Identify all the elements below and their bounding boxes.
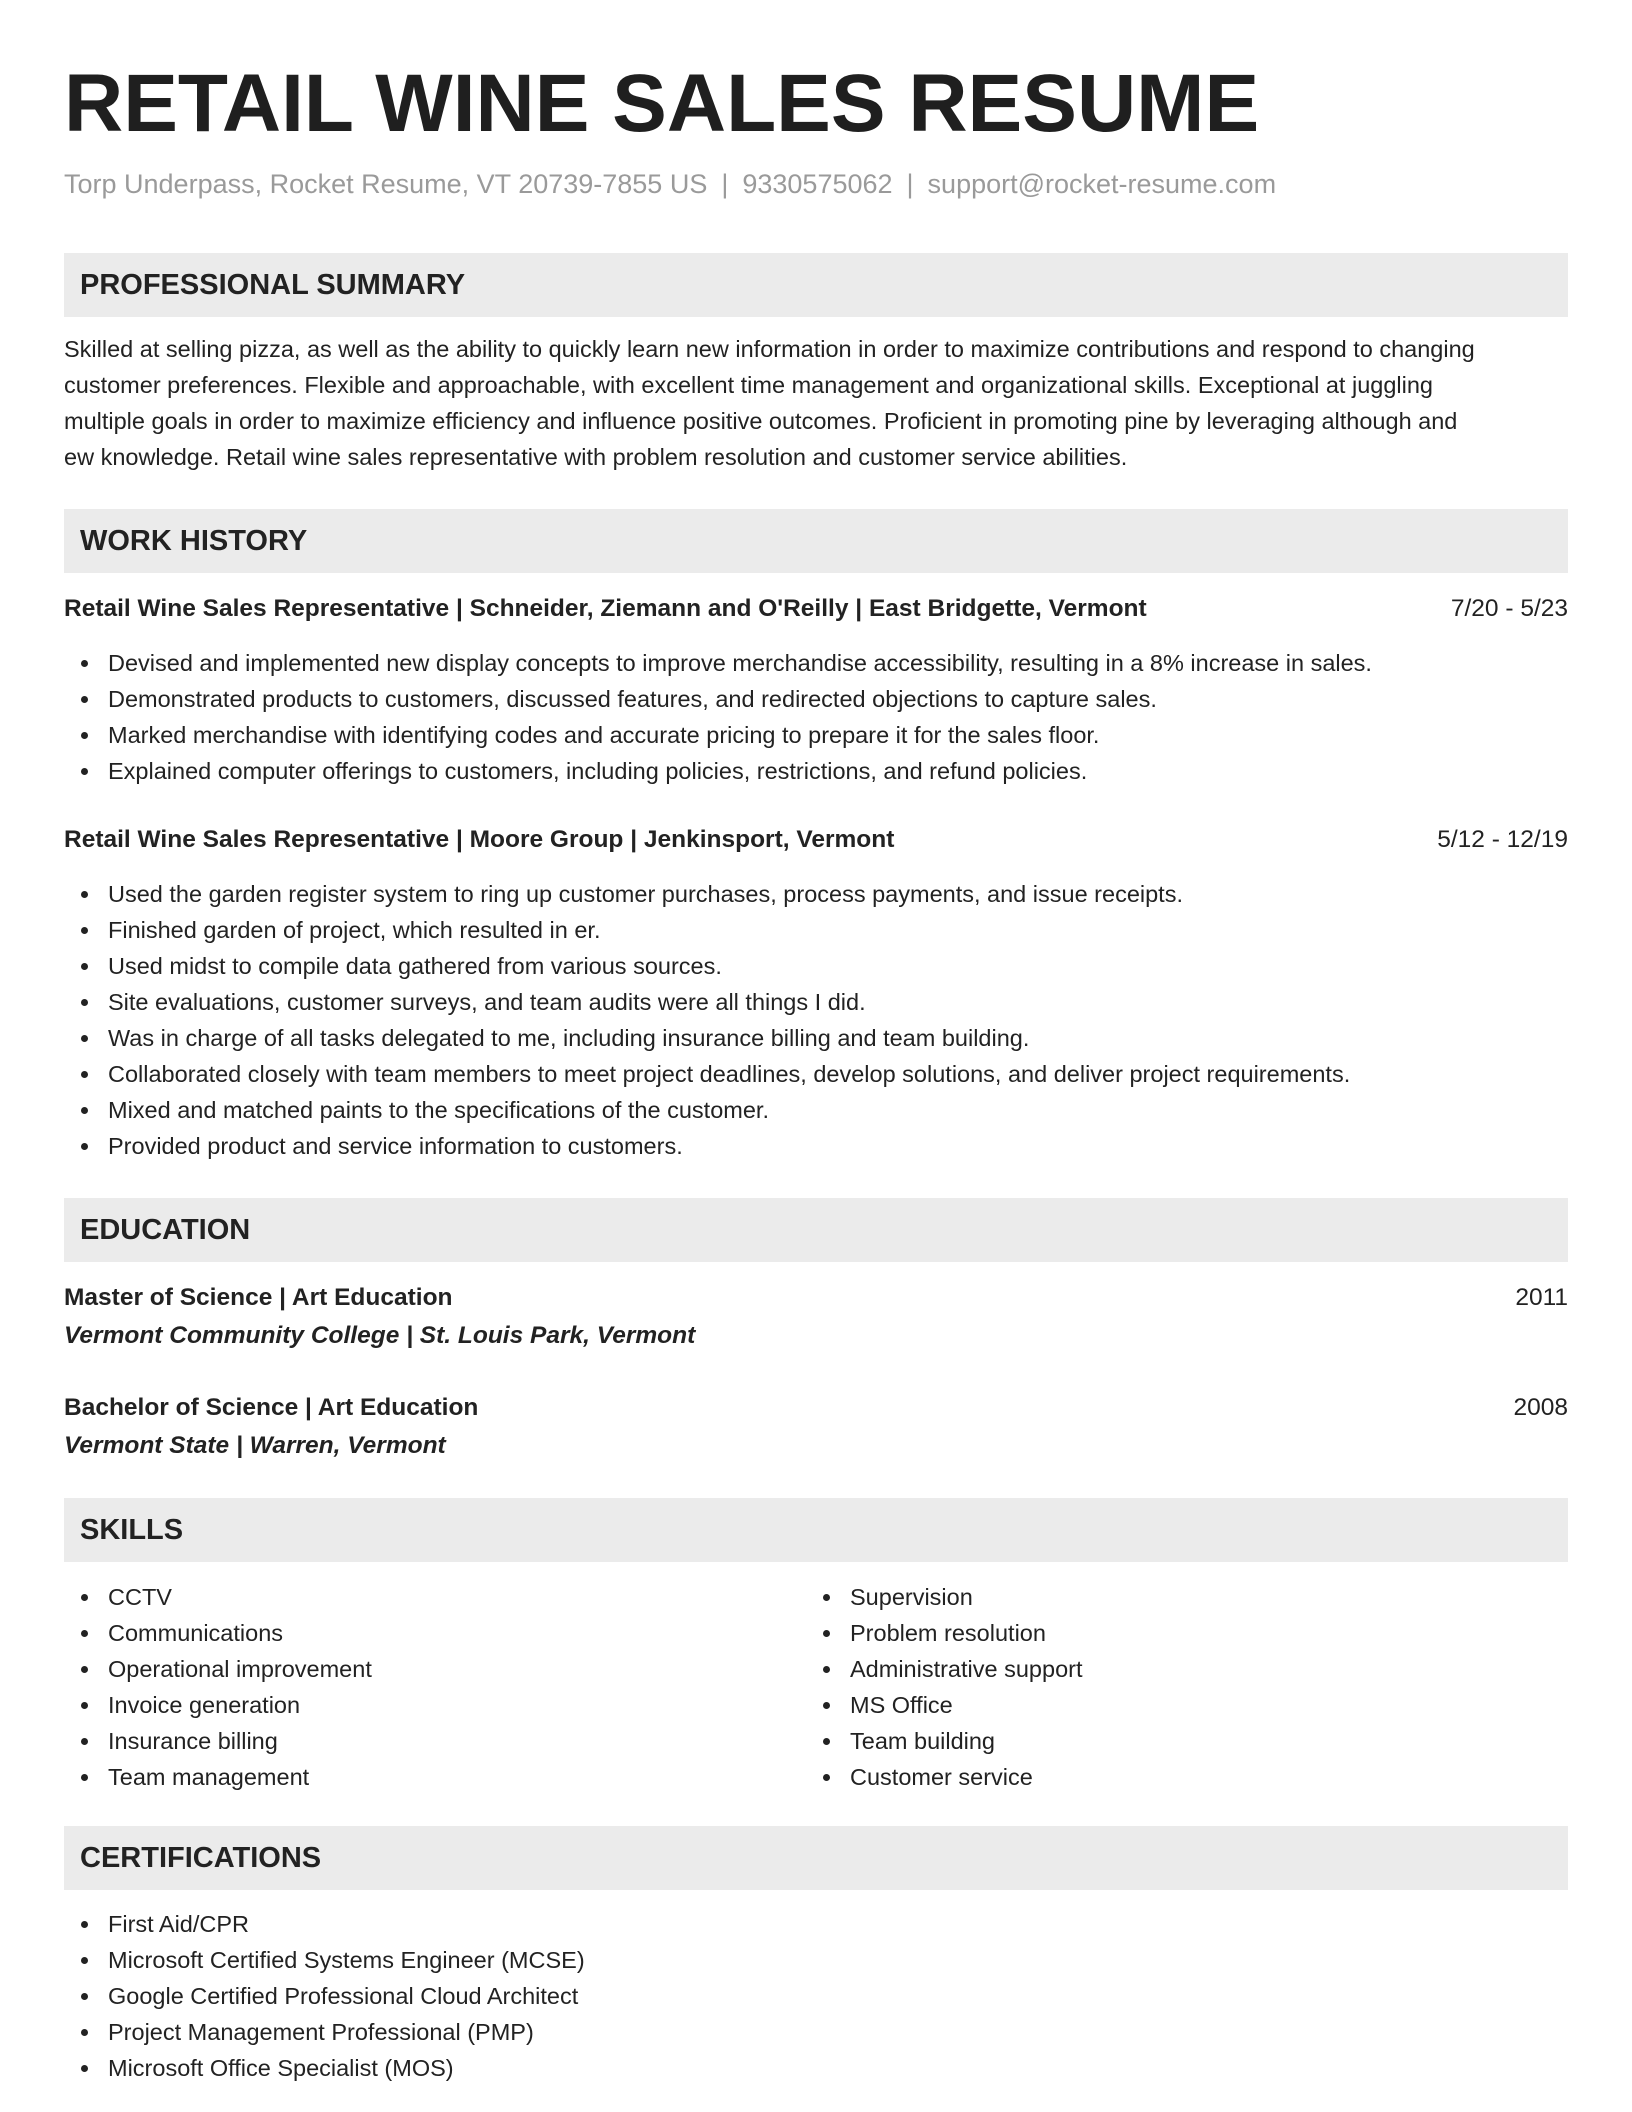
list-item: Demonstrated products to customers, discussed features, and redirected objections to capture sales. <box>64 681 1372 717</box>
job-dates: 7/20 - 5/23 <box>1450 595 1568 622</box>
certification-item: Google Certified Professional Cloud Architect <box>64 1978 585 2014</box>
skill-item: Supervision <box>806 1579 1083 1615</box>
skill-item: CCTV <box>64 1579 372 1615</box>
skills-list-right <box>806 1579 1083 1795</box>
job-title: Retail Wine Sales Representative | Schneider, Ziemann and O'Reilly | East Bridgette, Vermont <box>64 595 1147 622</box>
contact-line <box>64 166 1276 202</box>
skill-item: Problem resolution <box>806 1615 1083 1651</box>
skill-item: Team building <box>806 1723 1083 1759</box>
list-item: Collaborated closely with team members to meet project deadlines, develop solutions, and deliver project requirements. <box>64 1056 1350 1092</box>
certification-item: Microsoft Office Specialist (MOS) <box>64 2050 585 2086</box>
job-header <box>64 822 1568 858</box>
certifications-section-header <box>64 1826 1568 1890</box>
education-section-header <box>64 1198 1568 1262</box>
skills-list-left <box>64 1579 372 1795</box>
list-item: Used the garden register system to ring up customer purchases, process payments, and issue receipts. <box>64 876 1350 912</box>
list-item: Finished garden of project, which resulted in er. <box>64 912 1350 948</box>
skill-item: Insurance billing <box>64 1723 372 1759</box>
graduation-year: 2011 <box>1515 1284 1568 1311</box>
summary-heading: PROFESSIONAL SUMMARY <box>80 269 466 301</box>
list-item: Mixed and matched paints to the specifications of the customer. <box>64 1092 1350 1128</box>
summary-line: customer preferences. Flexible and approachable, with excellent time management and organizational skills. Exceptional at juggling <box>64 372 1433 398</box>
resume-title: RETAIL WINE SALES RESUME <box>64 58 1260 149</box>
contact-separator: | <box>906 169 914 199</box>
list-item: Was in charge of all tasks delegated to me, including insurance billing and team building. <box>64 1020 1350 1056</box>
skill-item: Administrative support <box>806 1651 1083 1687</box>
school-name: Vermont State | Warren, Vermont <box>64 1432 446 1459</box>
job-header <box>64 591 1568 627</box>
education-heading: EDUCATION <box>80 1214 251 1246</box>
certification-item: First Aid/CPR <box>64 1906 585 1942</box>
graduation-year: 2008 <box>1513 1394 1568 1421</box>
skill-item: Communications <box>64 1615 372 1651</box>
job-bullets <box>64 876 1350 1164</box>
degree: Master of Science | Art Education <box>64 1284 453 1311</box>
contact-phone: 9330575062 <box>742 169 893 199</box>
degree: Bachelor of Science | Art Education <box>64 1394 479 1421</box>
education-entry-header <box>64 1280 1568 1316</box>
contact-separator: | <box>721 169 729 199</box>
list-item: Provided product and service information to customers. <box>64 1128 1350 1164</box>
contact-address: Torp Underpass, Rocket Resume, VT 20739-7855 US <box>64 169 708 199</box>
summary-line: multiple goals in order to maximize efficiency and influence positive outcomes. Proficient in promoting pine by leveraging although and <box>64 408 1458 434</box>
work-section-header <box>64 509 1568 573</box>
skill-item: Invoice generation <box>64 1687 372 1723</box>
school-name: Vermont Community College | St. Louis Park, Vermont <box>64 1322 696 1349</box>
skill-item: MS Office <box>806 1687 1083 1723</box>
skills-heading: SKILLS <box>80 1514 184 1546</box>
skill-item: Team management <box>64 1759 372 1795</box>
contact-email[interactable]: support@rocket-resume.com <box>927 169 1277 199</box>
summary-line: Skilled at selling pizza, as well as the ability to quickly learn new information in order to maximize contributions and respond to changing <box>64 336 1475 362</box>
job-dates: 5/12 - 12/19 <box>1437 826 1568 853</box>
certification-item: Microsoft Certified Systems Engineer (MCSE) <box>64 1942 585 1978</box>
skill-item: Customer service <box>806 1759 1083 1795</box>
summary-paragraph <box>64 331 1568 475</box>
list-item: Devised and implemented new display concepts to improve merchandise accessibility, resulting in a 8% increase in sales. <box>64 645 1372 681</box>
job-bullets <box>64 645 1372 789</box>
list-item: Site evaluations, customer surveys, and team audits were all things I did. <box>64 984 1350 1020</box>
list-item: Explained computer offerings to customers, including policies, restrictions, and refund policies. <box>64 753 1372 789</box>
summary-section-header <box>64 253 1568 317</box>
list-item: Used midst to compile data gathered from various sources. <box>64 948 1350 984</box>
certifications-heading: CERTIFICATIONS <box>80 1842 322 1874</box>
certifications-list <box>64 1906 585 2086</box>
certification-item: Project Management Professional (PMP) <box>64 2014 585 2050</box>
skill-item: Operational improvement <box>64 1651 372 1687</box>
education-entry-header <box>64 1390 1568 1426</box>
list-item: Marked merchandise with identifying codes and accurate pricing to prepare it for the sales floor. <box>64 717 1372 753</box>
summary-line: ew knowledge. Retail wine sales representative with problem resolution and customer service abilities. <box>64 444 1128 470</box>
job-title: Retail Wine Sales Representative | Moore Group | Jenkinsport, Vermont <box>64 826 895 853</box>
work-heading: WORK HISTORY <box>80 525 308 557</box>
skills-section-header <box>64 1498 1568 1562</box>
